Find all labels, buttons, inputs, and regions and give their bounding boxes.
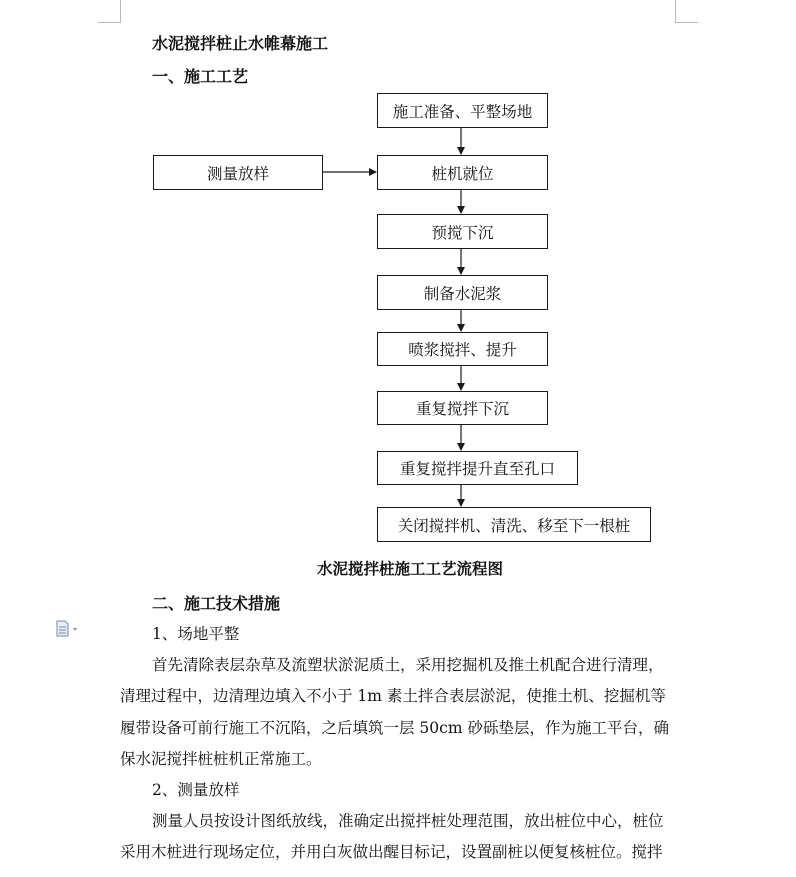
- paragraph-line: 保水泥搅拌桩桩机正常施工。: [120, 750, 322, 768]
- paragraph-line: 测量人员按设计图纸放线，准确定出搅拌桩处理范围，放出桩位中心，桩位: [152, 812, 664, 830]
- section-heading-process: 一、施工工艺: [152, 67, 249, 86]
- paragraph-line: 采用木桩进行现场定位，并用白灰做出醒目标记，设置副桩以便复核桩位。搅拌: [120, 843, 663, 861]
- flow-box-step: 重复搅拌提升直至孔口: [377, 451, 578, 485]
- flow-box-step: 桩机就位: [377, 155, 548, 190]
- flow-box-step: 喷浆搅拌、提升: [377, 332, 548, 366]
- document-title: 水泥搅拌桩止水帷幕施工: [152, 34, 329, 53]
- paragraph-line: 履带设备可前行施工不沉陷，之后填筑一层 50cm 砂砾垫层，作为施工平台，确: [120, 719, 669, 737]
- paragraph-line: 清理过程中，边清理边填入不小于 1m 素土拌合表层淤泥，使推土机、挖掘机等: [120, 687, 666, 705]
- flow-box-step: 关闭搅拌机、清洗、移至下一根桩: [377, 507, 651, 542]
- subheading-survey: 2、测量放样: [152, 781, 240, 799]
- flow-box-survey: 测量放样: [153, 155, 323, 190]
- paragraph-options-icon[interactable]: [55, 620, 83, 638]
- subheading-site-leveling: 1、场地平整: [152, 625, 240, 643]
- flow-box-step: 重复搅拌下沉: [377, 391, 548, 425]
- flow-box-step: 预搅下沉: [377, 214, 548, 249]
- flow-box-step: 施工准备、平整场地: [377, 93, 548, 128]
- section-heading-measures: 二、施工技术措施: [152, 594, 281, 613]
- paragraph-line: 首先清除表层杂草及流塑状淤泥质土，采用挖掘机及推土机配合进行清理，: [152, 656, 664, 674]
- flow-box-step: 制备水泥浆: [377, 275, 548, 310]
- flowchart-caption: 水泥搅拌桩施工工艺流程图: [317, 559, 504, 578]
